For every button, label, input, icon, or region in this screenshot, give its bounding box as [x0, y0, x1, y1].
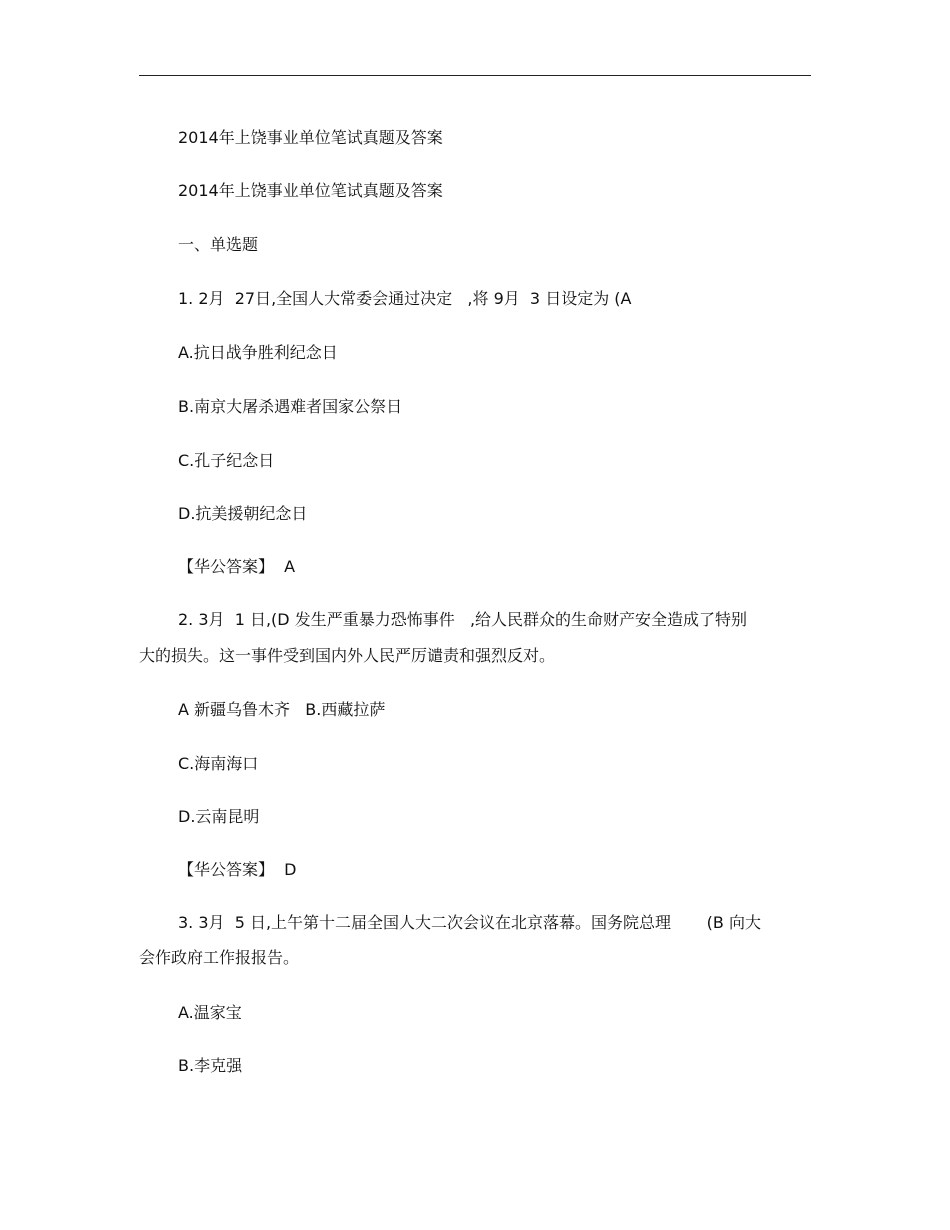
question-1: 1. 2月 27日,全国人大常委会通过决定 ,将 9月 3 日设定为 (A — [178, 289, 632, 308]
q2-option-c: C.海南海口 — [178, 754, 259, 773]
q3-option-a: A.温家宝 — [178, 1003, 242, 1022]
q1-option-c: C.孔子纪念日 — [178, 451, 275, 470]
header-rule — [139, 75, 811, 76]
q1-answer: 【华公答案】 A — [178, 557, 296, 576]
q2-option-ab: A 新疆乌鲁木齐 B.西藏拉萨 — [178, 700, 386, 719]
document-subtitle: 2014年上饶事业单位笔试真题及答案 — [178, 181, 443, 200]
question-2: 2. 3月 1 日,(D 发生严重暴力恐怖事件 ,给人民群众的生命财产安全造成了特别 — [178, 610, 748, 629]
document-title: 2014年上饶事业单位笔试真题及答案 — [178, 128, 443, 147]
section-heading: 一、单选题 — [178, 235, 259, 254]
q1-option-a: A.抗日战争胜利纪念日 — [178, 343, 338, 362]
question-3-continued: 会作政府工作报报告。 — [139, 948, 300, 967]
question-3: 3. 3月 5 日,上午第十二届全国人大二次会议在北京落幕。国务院总理 (B 向大 — [178, 913, 761, 932]
q2-answer: 【华公答案】 D — [178, 860, 297, 879]
q2-option-d: D.云南昆明 — [178, 807, 260, 826]
question-2-continued: 大的损失。这一事件受到国内外人民严厉谴责和强烈反对。 — [139, 646, 556, 665]
q1-option-b: B.南京大屠杀遇难者国家公祭日 — [178, 397, 403, 416]
q1-option-d: D.抗美援朝纪念日 — [178, 504, 308, 523]
q3-option-b: B.李克强 — [178, 1056, 243, 1075]
